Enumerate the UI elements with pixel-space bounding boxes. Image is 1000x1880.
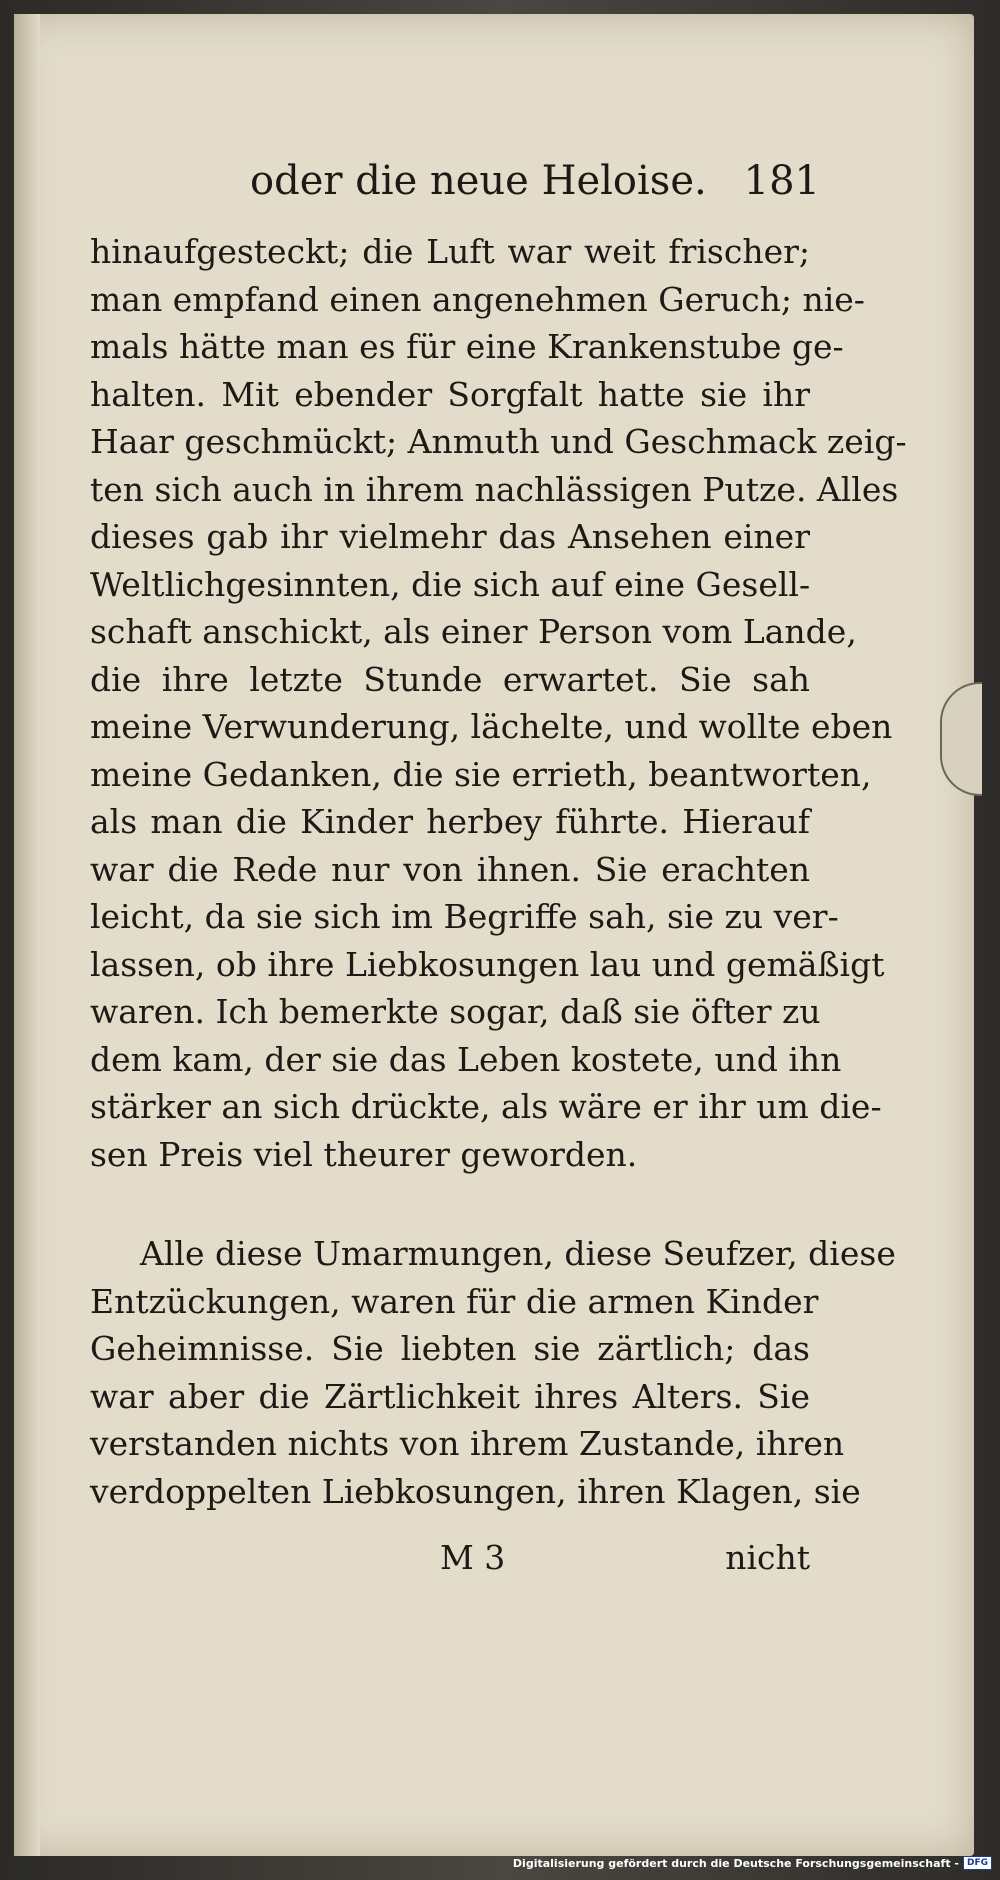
dfg-logo: DFG bbox=[963, 1856, 992, 1870]
text-line: mals hätte man es für eine Krankenstube ge- bbox=[90, 327, 844, 366]
body-text bbox=[90, 228, 907, 1515]
catchword: nicht bbox=[725, 1538, 810, 1577]
text-line: Haar geschmückt; Anmuth und Geschmack zeig- bbox=[90, 422, 907, 461]
text-line: schaft anschickt, als einer Person vom Lande, bbox=[90, 612, 857, 651]
text-line: dieses gab ihr vielmehr das Ansehen einer bbox=[90, 517, 810, 556]
text-line: stärker an sich drückte, als wäre er ihr um die- bbox=[90, 1087, 882, 1126]
digitization-credit bbox=[513, 1854, 992, 1872]
text-line: halten. Mit ebender Sorgfalt hatte sie ihr bbox=[90, 374, 810, 414]
text-line: Entzückungen, waren für die armen Kinder bbox=[90, 1281, 819, 1321]
signature-mark: M 3 bbox=[440, 1538, 506, 1577]
text-line: waren. Ich bemerkte sogar, daß sie öfter zu bbox=[90, 992, 821, 1031]
paragraph-1 bbox=[90, 228, 907, 1178]
page-tab-edge bbox=[940, 682, 982, 796]
text-line: man empfand einen angenehmen Geruch; nie- bbox=[90, 279, 865, 319]
text-line: die ihre letzte Stunde erwartet. Sie sah bbox=[90, 659, 810, 699]
text-line: verdoppelten Liebkosungen, ihren Klagen, sie bbox=[90, 1471, 861, 1511]
text-line: war die Rede nur von ihnen. Sie erachten bbox=[90, 849, 810, 889]
text-line: Weltlichgesinnten, die sich auf eine Gesell- bbox=[90, 564, 811, 604]
text-line: sen Preis viel theurer geworden. bbox=[90, 1134, 638, 1174]
page-number: 181 bbox=[743, 158, 820, 204]
text-line: lassen, ob ihre Liebkosungen lau und gemäßigt bbox=[90, 944, 885, 984]
text-line: meine Verwunderung, lächelte, und wollte eben bbox=[90, 707, 893, 746]
text-line: meine Gedanken, die sie errieth, beantworten, bbox=[90, 754, 872, 794]
text-line: Geheimnisse. Sie liebten sie zärtlich; das bbox=[90, 1329, 810, 1368]
text-line: war aber die Zärtlichkeit ihres Alters. Sie bbox=[90, 1376, 810, 1416]
credit-text: Digitalisierung gefördert durch die Deutsche Forschungsgemeinschaft - bbox=[512, 1856, 959, 1870]
text-line: dem kam, der sie das Leben kostete, und ihn bbox=[90, 1039, 842, 1079]
text-line: verstanden nichts von ihrem Zustande, ihren bbox=[90, 1424, 845, 1463]
paragraph-2 bbox=[90, 1230, 896, 1515]
running-title: oder die neue Heloise. bbox=[250, 158, 707, 204]
text-line: Alle diese Umarmungen, diese Seufzer, diese bbox=[140, 1234, 896, 1273]
text-line: hinaufgesteckt; die Luft war weit frischer; bbox=[90, 232, 810, 271]
text-line: leicht, da sie sich im Begriffe sah, sie zu ver- bbox=[90, 897, 839, 936]
text-line: ten sich auch in ihrem nachlässigen Putze. Alles bbox=[90, 469, 899, 509]
page-gutter bbox=[14, 14, 40, 1856]
page-footer bbox=[90, 1538, 810, 1588]
text-line: als man die Kinder herbey führte. Hierauf bbox=[90, 802, 810, 841]
page-header bbox=[250, 158, 820, 214]
